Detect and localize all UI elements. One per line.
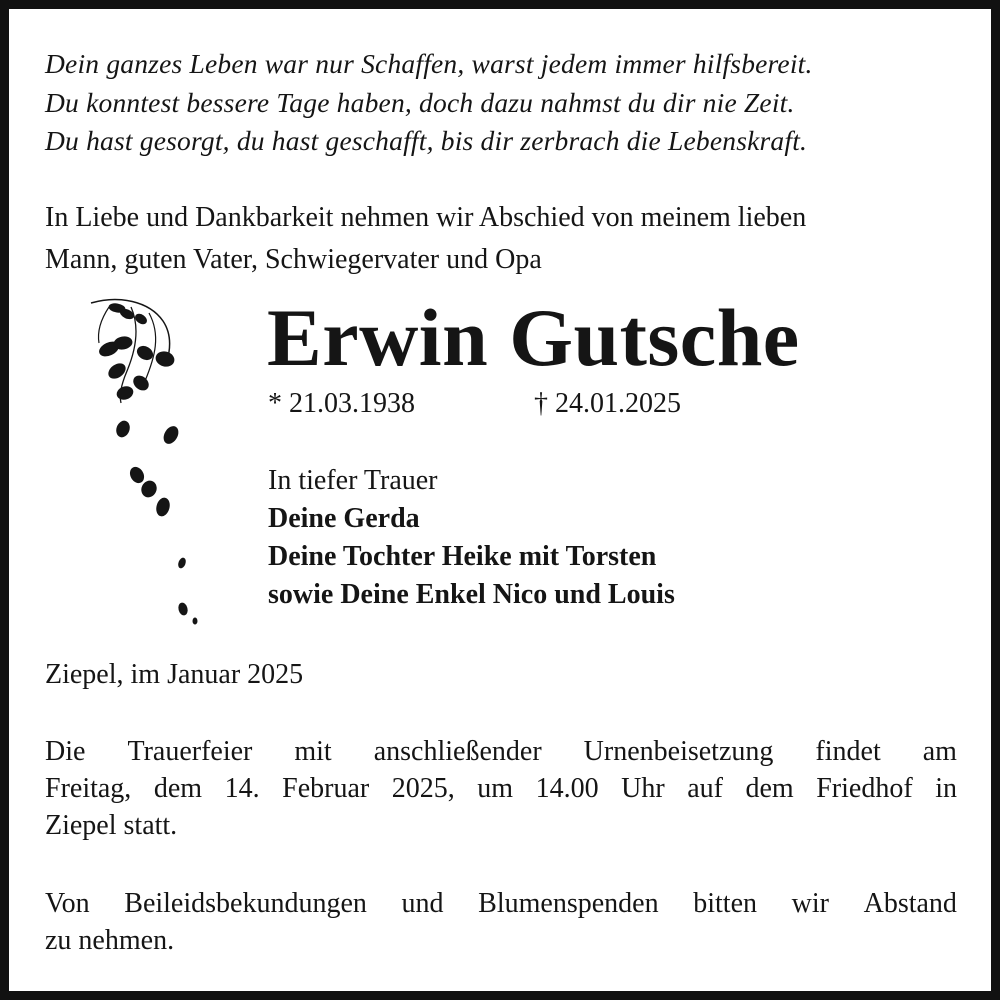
word: 2025, [391, 773, 455, 804]
intro-line: Mann, guten Vater, Schwiegervater und Opa [45, 244, 542, 275]
farewell-intro [45, 197, 806, 281]
falling-leaves-icon [79, 291, 209, 641]
word: Freitag, [45, 773, 132, 804]
deceased-name: Erwin Gutsche [267, 292, 800, 383]
mourner-line: sowie Deine Enkel Nico und Louis [268, 579, 675, 610]
word: Von [45, 888, 90, 919]
word: 14.00 [535, 773, 599, 804]
word: wir [791, 888, 829, 919]
death-date: † 24.01.2025 [534, 388, 681, 419]
notice-line: zu nehmen. [45, 925, 175, 956]
notice-line [45, 733, 957, 770]
word: 14. [224, 773, 260, 804]
word: bitten [693, 888, 757, 919]
birth-date: * 21.03.1938 [268, 388, 415, 419]
word: Uhr [621, 773, 665, 804]
notice-line [45, 885, 957, 922]
word: Trauerfeier [127, 736, 253, 767]
mourner-line: Deine Gerda [268, 503, 420, 534]
memorial-poem [45, 45, 965, 161]
word: Blumenspenden [478, 888, 659, 919]
word: mit [294, 736, 332, 767]
mourners-heading: In tiefer Trauer [268, 465, 438, 496]
place-date: Ziepel, im Januar 2025 [45, 659, 304, 690]
word: anschließender [373, 736, 542, 767]
intro-line: In Liebe und Dankbarkeit nehmen wir Abschied von meinem lieben [45, 202, 807, 233]
word: dem [745, 773, 794, 804]
word: Friedhof [816, 773, 913, 804]
word: und [401, 888, 444, 919]
word: Beileidsbekundungen [124, 888, 367, 919]
word: auf [687, 773, 723, 804]
poem-line: Dein ganzes Leben war nur Schaffen, warst jedem immer hilfsbereit. [45, 48, 813, 79]
funeral-notice [45, 733, 957, 844]
notice-line: Ziepel statt. [45, 810, 178, 841]
word: Abstand [863, 888, 957, 919]
word: in [935, 773, 957, 804]
mourner-line: Deine Tochter Heike mit Torsten [268, 541, 657, 572]
condolence-notice [45, 885, 957, 959]
poem-line: Du hast gesorgt, du hast geschafft, bis dir zerbrach die Lebenskraft. [45, 125, 808, 156]
word: Februar [282, 773, 370, 804]
mourners-block [268, 462, 675, 614]
poem-line: Du konntest bessere Tage haben, doch dazu nahmst du dir nie Zeit. [45, 86, 795, 118]
word: Urnenbeisetzung [583, 736, 774, 767]
word: am [922, 736, 957, 767]
word: Die [45, 736, 86, 767]
notice-line [45, 770, 957, 807]
word: dem [153, 773, 203, 804]
word: um [477, 773, 514, 804]
word: findet [815, 736, 881, 767]
